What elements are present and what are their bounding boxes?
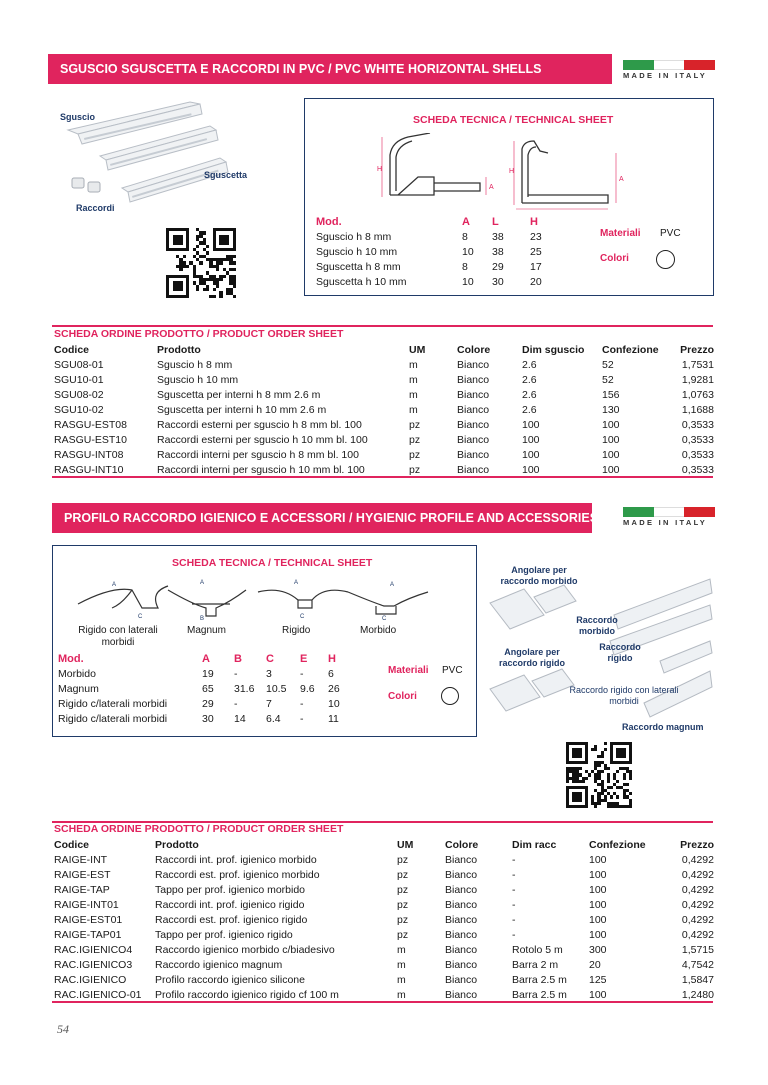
svg-text:A: A: [294, 580, 299, 586]
order2-row-cell: RAIGE-TAP01: [54, 928, 122, 941]
order2-row-cell: pz: [397, 868, 409, 881]
order2-row: [54, 927, 714, 942]
order2-row-cell: pz: [397, 928, 409, 941]
section1-order-table: [54, 342, 714, 477]
order2-row-cell: 1,5847: [681, 973, 714, 986]
order2-header-cell: Prezzo: [680, 838, 714, 851]
dims-row-cell: 25: [530, 245, 542, 258]
dim-h-label: H: [377, 166, 383, 173]
label-raccordo-rigido: [597, 642, 643, 664]
order-row-cell: Sguscetta per interni h 10 mm 2.6 m: [157, 403, 327, 416]
svg-text:B: B: [200, 616, 205, 622]
dim-h-label-2: H: [509, 168, 515, 175]
caption-rigido: Rigido: [282, 625, 311, 636]
label-magnum: Raccordo magnum: [622, 722, 704, 732]
dims-row-cell: 20: [530, 275, 542, 288]
label-angolare-rigido: [492, 647, 572, 669]
order-row-cell: 0,3533: [681, 448, 714, 461]
order-header-cell: Prodotto: [157, 343, 201, 356]
order2-row-cell: RAC.IGIENICO: [54, 973, 127, 986]
order2-row-cell: 100: [589, 898, 607, 911]
dims2-row-cell: Magnum: [58, 682, 99, 695]
order2-row-cell: Barra 2.5 m: [512, 988, 567, 1001]
order2-row-cell: 100: [589, 928, 607, 941]
dims-row-cell: 23: [530, 230, 542, 243]
order-row-cell: m: [409, 373, 418, 386]
order2-row-cell: Bianco: [445, 943, 478, 956]
order-row-cell: Bianco: [457, 358, 490, 371]
order2-row: [54, 852, 714, 867]
order-row: [54, 462, 714, 477]
dims-row-cell: 29: [492, 260, 504, 273]
section1-dims-table: [316, 214, 560, 289]
technical-sheet-title-2: SCHEDA TECNICA / TECHNICAL SHEET: [172, 557, 373, 569]
order-row-cell: SGU08-01: [54, 358, 104, 371]
order2-row-cell: -: [512, 868, 516, 881]
section1-title: SGUSCIO SGUSCETTA E RACCORDI IN PVC / PVC WHITE HORIZONTAL SHELLS: [60, 62, 542, 76]
label-sguscio: Sguscio: [60, 112, 96, 122]
white-color-swatch: [656, 250, 675, 269]
order2-row-cell: m: [397, 973, 406, 986]
colori-label-2: Colori: [388, 691, 417, 702]
svg-text:C: C: [138, 614, 143, 620]
order-row-cell: 0,3533: [681, 463, 714, 476]
order-row-cell: 156: [602, 388, 620, 401]
order2-row-cell: RAC.IGIENICO4: [54, 943, 133, 956]
order2-row-cell: 20: [589, 958, 601, 971]
order-row: [54, 417, 714, 432]
made-in-italy-label-2: MADE IN ITALY: [623, 518, 708, 527]
order-row-cell: 100: [602, 418, 620, 431]
order-row-cell: Bianco: [457, 388, 490, 401]
order-row: [54, 432, 714, 447]
section2-title: PROFILO RACCORDO IGIENICO E ACCESSORI / HYGIENIC PROFILE AND ACCESSORIES: [64, 511, 599, 525]
order2-row-cell: 1,2480: [681, 988, 714, 1001]
order2-row: [54, 867, 714, 882]
dims-row-cell: 8: [462, 260, 468, 273]
order-row-cell: 1,9281: [681, 373, 714, 386]
label-raccordo-rigido-text: Raccordo rigido: [599, 642, 641, 663]
dims2-row-cell: 10: [328, 697, 340, 710]
order-row-cell: Sguscio h 8 mm: [157, 358, 233, 371]
order-row-cell: 0,3533: [681, 433, 714, 446]
order2-row: [54, 882, 714, 897]
order2-row-cell: 0,4292: [681, 883, 714, 896]
order-header-cell: Codice: [54, 343, 90, 356]
order-row-cell: pz: [409, 463, 421, 476]
order2-header-cell: UM: [397, 838, 414, 851]
order2-row-cell: 0,4292: [681, 913, 714, 926]
dims-row: [316, 229, 560, 244]
section2-banner: [52, 503, 599, 533]
dims2-row: [58, 681, 358, 696]
order-row-cell: 2.6: [522, 358, 537, 371]
order-divider-bottom: [52, 476, 713, 478]
dims2-header-cell: H: [328, 652, 336, 665]
order-row-cell: Sguscetta per interni h 8 mm 2.6 m: [157, 388, 321, 401]
order-row: [54, 447, 714, 462]
dims-row-cell: Sguscio h 8 mm: [316, 230, 392, 243]
label-angolare-morbido-text: Angolare per raccordo morbido: [500, 565, 578, 586]
dims-row-cell: 38: [492, 245, 504, 258]
dims2-row-cell: 6.4: [266, 712, 281, 725]
order2-row-cell: -: [512, 913, 516, 926]
order-row-cell: Bianco: [457, 433, 490, 446]
order2-row-cell: Bianco: [445, 898, 478, 911]
caption-rigido-laterali: [70, 625, 166, 649]
order2-row-cell: 1,5715: [681, 943, 714, 956]
order2-row-cell: -: [512, 883, 516, 896]
order2-row: [54, 942, 714, 957]
order2-row: [54, 972, 714, 987]
order-row-cell: 1,0763: [681, 388, 714, 401]
order-header-cell: UM: [409, 343, 426, 356]
order2-row-cell: Bianco: [445, 958, 478, 971]
order-row-cell: RASGU-INT08: [54, 448, 124, 461]
section1-banner: [48, 54, 612, 84]
svg-text:C: C: [382, 616, 387, 622]
order2-row-cell: pz: [397, 913, 409, 926]
dims2-row-cell: -: [300, 697, 304, 710]
order2-header-cell: Prodotto: [155, 838, 199, 851]
order2-row-cell: RAC.IGIENICO3: [54, 958, 133, 971]
dims-row-cell: 30: [492, 275, 504, 288]
order2-row-cell: Bianco: [445, 913, 478, 926]
order2-row-cell: 100: [589, 868, 607, 881]
dims2-row-cell: 26: [328, 682, 340, 695]
order2-row: [54, 897, 714, 912]
label-angolare-morbido: [494, 565, 584, 587]
dims2-row-cell: 19: [202, 667, 214, 680]
dims2-row-cell: -: [300, 712, 304, 725]
order-row: [54, 402, 714, 417]
dims2-row-cell: 14: [234, 712, 246, 725]
order-row: [54, 387, 714, 402]
order-row-cell: RASGU-EST08: [54, 418, 127, 431]
dims-row-cell: Sguscio h 10 mm: [316, 245, 398, 258]
dims2-row: [58, 711, 358, 726]
order-row-cell: Bianco: [457, 403, 490, 416]
order-row-cell: 1,1688: [681, 403, 714, 416]
order-row-cell: 100: [522, 433, 540, 446]
label-rigido-laterali-text: Raccordo rigido con laterali morbidi: [569, 685, 679, 706]
order2-row: [54, 957, 714, 972]
label-sguscetta: Sguscetta: [204, 170, 248, 180]
order2-row-cell: -: [512, 928, 516, 941]
qr-code-2[interactable]: [566, 742, 632, 810]
order-row-cell: 130: [602, 403, 620, 416]
dims2-row-cell: Morbido: [58, 667, 96, 680]
order2-row-cell: 0,4292: [681, 898, 714, 911]
order-row-cell: 100: [522, 463, 540, 476]
order2-row-cell: Raccordo igienico morbido c/biadesivo: [155, 943, 335, 956]
order-row-cell: m: [409, 388, 418, 401]
order2-row-cell: Rotolo 5 m: [512, 943, 563, 956]
order2-row-cell: Bianco: [445, 928, 478, 941]
order-row-cell: 100: [522, 418, 540, 431]
order2-header-cell: Dim racc: [512, 838, 557, 851]
order-row-cell: 52: [602, 373, 614, 386]
order2-row-cell: Bianco: [445, 988, 478, 1001]
order-row-cell: Raccordi esterni per sguscio h 8 mm bl. 100: [157, 418, 362, 431]
order2-row-cell: 125: [589, 973, 607, 986]
dims-header-h: H: [530, 215, 538, 228]
dims-row-cell: 17: [530, 260, 542, 273]
profile-drawings: [372, 133, 642, 213]
order-header-cell: Confezione: [602, 343, 659, 356]
order-row-cell: 2.6: [522, 388, 537, 401]
section2-order-table: [54, 837, 714, 1002]
order-row-cell: 100: [602, 463, 620, 476]
dims2-row-cell: Rigido c/laterali morbidi: [58, 697, 168, 710]
dims-row: [316, 274, 560, 289]
order2-row-cell: Raccordi est. prof. igienico rigido: [155, 913, 308, 926]
order2-row-cell: pz: [397, 853, 409, 866]
dims-row-cell: 38: [492, 230, 504, 243]
order-row-cell: Raccordi interni per sguscio h 10 mm bl. 100: [157, 463, 365, 476]
order-row-cell: 52: [602, 358, 614, 371]
dims2-row-cell: 7: [266, 697, 272, 710]
order-row-cell: pz: [409, 418, 421, 431]
dims-row-cell: 10: [462, 245, 474, 258]
order-row: [54, 372, 714, 387]
order-header-cell: Colore: [457, 343, 491, 356]
dims2-row-cell: -: [234, 697, 238, 710]
order2-row-cell: 100: [589, 883, 607, 896]
order2-header-cell: Confezione: [589, 838, 646, 851]
order2-row-cell: RAIGE-EST01: [54, 913, 123, 926]
order2-row-cell: m: [397, 988, 406, 1001]
order-row-cell: m: [409, 403, 418, 416]
dims-header-l: L: [492, 215, 499, 228]
dims2-header-row: [58, 651, 358, 666]
order-row-cell: 100: [602, 448, 620, 461]
dims2-row-cell: 10.5: [266, 682, 287, 695]
order-row-cell: m: [409, 358, 418, 371]
order2-row-cell: 100: [589, 988, 607, 1001]
order-row-cell: 100: [602, 433, 620, 446]
materiali-label: Materiali: [600, 228, 641, 239]
materiali-value: PVC: [660, 228, 681, 239]
order-row-cell: Bianco: [457, 373, 490, 386]
qr-code[interactable]: [166, 228, 238, 298]
dims-header-row: [316, 214, 560, 229]
dims-header-mod: Mod.: [316, 215, 342, 228]
order-row-cell: 2.6: [522, 373, 537, 386]
dim-a-label-2: A: [619, 176, 624, 183]
label-raccordi: Raccordi: [76, 203, 115, 213]
order2-row-cell: Raccordi int. prof. igienico rigido: [155, 898, 305, 911]
order2-divider-bottom: [52, 1001, 713, 1003]
order2-row: [54, 912, 714, 927]
order2-row-cell: Raccordi int. prof. igienico morbido: [155, 853, 317, 866]
order2-row-cell: Tappo per prof. igienico morbido: [155, 883, 306, 896]
dims2-row-cell: 29: [202, 697, 214, 710]
dims2-row-cell: 31.6: [234, 682, 255, 695]
svg-text:A: A: [200, 580, 205, 586]
order2-row-cell: -: [512, 898, 516, 911]
dims-row-cell: 8: [462, 230, 468, 243]
order2-row-cell: RAIGE-TAP: [54, 883, 110, 896]
order2-row-cell: pz: [397, 883, 409, 896]
dims2-row-cell: 3: [266, 667, 272, 680]
order2-row-cell: 100: [589, 853, 607, 866]
hygienic-profile-drawings: [72, 578, 436, 622]
dims2-row-cell: 11: [328, 712, 339, 725]
svg-text:A: A: [112, 582, 117, 588]
order-row-cell: 1,7531: [681, 358, 714, 371]
dims2-header-cell: Mod.: [58, 652, 84, 665]
dims-row-cell: Sguscetta h 8 mm: [316, 260, 401, 273]
order2-row-cell: Raccordi est. prof. igienico morbido: [155, 868, 320, 881]
order-row-cell: RASGU-EST10: [54, 433, 127, 446]
order-row-cell: Raccordi interni per sguscio h 8 mm bl. 100: [157, 448, 359, 461]
order-sheet-title-2: SCHEDA ORDINE PRODOTTO / PRODUCT ORDER SHEET: [54, 823, 344, 835]
order2-row-cell: m: [397, 943, 406, 956]
order-divider-top: [52, 325, 713, 327]
dims2-header-cell: B: [234, 652, 242, 665]
order-row: [54, 357, 714, 372]
order-row-cell: 2.6: [522, 403, 537, 416]
label-raccordo-morbido: [572, 615, 622, 637]
order2-row-cell: Tappo per prof. igienico rigido: [155, 928, 293, 941]
colori-label: Colori: [600, 253, 629, 264]
dims2-row-cell: -: [300, 667, 304, 680]
dims2-row-cell: 30: [202, 712, 214, 725]
materiali-value-2: PVC: [442, 665, 463, 676]
dims2-row-cell: 6: [328, 667, 334, 680]
dims-row: [316, 259, 560, 274]
order-row-cell: 0,3533: [681, 418, 714, 431]
dims2-header-cell: E: [300, 652, 308, 665]
made-in-italy-flag-2: [623, 507, 715, 527]
order-row-cell: Bianco: [457, 418, 490, 431]
order2-row-cell: -: [512, 853, 516, 866]
technical-sheet-title: SCHEDA TECNICA / TECHNICAL SHEET: [413, 114, 614, 126]
order2-row-cell: Bianco: [445, 973, 478, 986]
order-row-cell: SGU10-02: [54, 403, 104, 416]
order2-row-cell: m: [397, 958, 406, 971]
order-row-cell: pz: [409, 448, 421, 461]
order-header-row: [54, 342, 714, 357]
dims2-row-cell: Rigido c/laterali morbidi: [58, 712, 168, 725]
order2-row-cell: RAIGE-INT: [54, 853, 108, 866]
order-sheet-title: SCHEDA ORDINE PRODOTTO / PRODUCT ORDER SHEET: [54, 328, 344, 340]
page-number: 54: [57, 1022, 69, 1036]
label-raccordo-morbido-text: Raccordo morbido: [576, 615, 618, 636]
order2-row-cell: 300: [589, 943, 607, 956]
order2-row-cell: RAIGE-INT01: [54, 898, 119, 911]
order2-row-cell: RAC.IGIENICO-01: [54, 988, 142, 1001]
dims2-row: [58, 696, 358, 711]
order2-header-cell: Colore: [445, 838, 479, 851]
order2-row-cell: 0,4292: [681, 868, 714, 881]
dims2-row-cell: -: [234, 667, 238, 680]
order2-row-cell: 0,4292: [681, 928, 714, 941]
order-row-cell: SGU10-01: [54, 373, 104, 386]
order2-header-row: [54, 837, 714, 852]
dims2-header-cell: A: [202, 652, 210, 665]
white-color-swatch-2: [441, 687, 459, 705]
order-row-cell: SGU08-02: [54, 388, 104, 401]
svg-text:A: A: [390, 582, 395, 588]
order2-row-cell: Bianco: [445, 883, 478, 896]
order2-row-cell: Profilo raccordo igienico rigido cf 100 m: [155, 988, 339, 1001]
order2-row-cell: Barra 2.5 m: [512, 973, 567, 986]
dims-row-cell: 10: [462, 275, 474, 288]
order2-row-cell: 100: [589, 913, 607, 926]
order2-row-cell: 0,4292: [681, 853, 714, 866]
order-row-cell: Bianco: [457, 448, 490, 461]
made-in-italy-label: MADE IN ITALY: [623, 71, 708, 80]
order-row-cell: 100: [522, 448, 540, 461]
dims2-row: [58, 666, 358, 681]
caption-magnum: Magnum: [187, 625, 226, 636]
caption-morbido: Morbido: [360, 625, 397, 636]
caption-rigido-laterali-text: Rigido con laterali morbidi: [78, 625, 158, 648]
order-row-cell: Raccordi esterni per sguscio h 10 mm bl. 100: [157, 433, 368, 446]
order2-row-cell: Raccordo igienico magnum: [155, 958, 283, 971]
order-row-cell: pz: [409, 433, 421, 446]
order-header-cell: Dim sguscio: [522, 343, 585, 356]
order-header-cell: Prezzo: [680, 343, 714, 356]
order-row-cell: Sguscio h 10 mm: [157, 373, 239, 386]
section2-dims-table: [58, 651, 358, 726]
order2-row-cell: Bianco: [445, 853, 478, 866]
made-in-italy-flag: [623, 60, 715, 80]
dims2-row-cell: 65: [202, 682, 214, 695]
dim-a-label: A: [489, 184, 494, 191]
order2-row-cell: pz: [397, 898, 409, 911]
dims-row: [316, 244, 560, 259]
dims2-header-cell: C: [266, 652, 274, 665]
dims-header-a: A: [462, 215, 470, 228]
order2-row-cell: 4,7542: [681, 958, 714, 971]
label-angolare-rigido-text: Angolare per raccordo rigido: [498, 647, 565, 668]
order2-row-cell: Profilo raccordo igienico silicone: [155, 973, 305, 986]
svg-text:C: C: [300, 614, 305, 620]
dims-row-cell: Sguscetta h 10 mm: [316, 275, 407, 288]
order-row-cell: RASGU-INT10: [54, 463, 124, 476]
order2-row-cell: RAIGE-EST: [54, 868, 111, 881]
dims2-row-cell: 9.6: [300, 682, 315, 695]
materiali-label-2: Materiali: [388, 665, 429, 676]
order-row-cell: Bianco: [457, 463, 490, 476]
order2-row: [54, 987, 714, 1002]
order2-row-cell: Barra 2 m: [512, 958, 559, 971]
order2-header-cell: Codice: [54, 838, 90, 851]
label-rigido-laterali: [568, 685, 680, 707]
order2-row-cell: Bianco: [445, 868, 478, 881]
